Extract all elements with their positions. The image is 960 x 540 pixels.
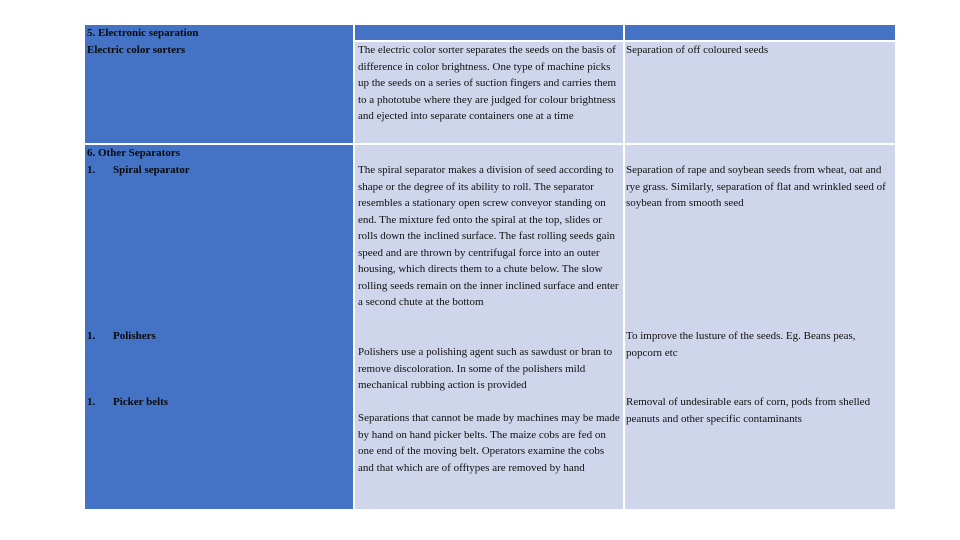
picker-use-cell xyxy=(625,394,895,427)
electronic-use-cell xyxy=(625,42,895,143)
section-heading-other: 6. Other Separators xyxy=(87,147,180,159)
method-spiral-separator xyxy=(87,162,351,179)
picker-description-cell xyxy=(355,410,623,476)
header-cell-use xyxy=(625,25,895,40)
method-picker-belts xyxy=(87,394,351,411)
electronic-method-cell xyxy=(85,25,353,143)
header-cell-description xyxy=(355,25,623,40)
spiral-use: Separation of rape and soybean seeds from wheat, oat and rye grass. Similarly, separation of flat and wrinkled seed of soybean from smooth seed xyxy=(626,164,886,209)
spiral-description: The spiral separator makes a division of seed according to shape or the degree of its ability to roll. The separator resembles a stationary open screw conveyor standing on end. The mixture fed onto the spiral at the top, slides or rolls down the inclined surface. The fast rolling seeds gain speed and are thrown by centrifugal force into an outer housing, which directs them to a chute below. The slow rolling seeds remain on the inner inclined surface and enter a second chute at the bottom xyxy=(358,164,619,308)
picker-use: Removal of undesirable ears of corn, pods from shelled peanuts and other specific contaminants xyxy=(626,396,871,425)
electronic-description: The electric color sorter separates the seeds on the basis of difference in color brightness. One type of machine picks up the seeds on a series of suction fingers and carries them to a phototube where they are judged for colour brightness and ejected into separate containers one at a time xyxy=(358,44,617,122)
polishers-description: Polishers use a polishing agent such as sawdust or bran to remove discoloration. In some of the polishers mild mechanical rubbing action is provided xyxy=(358,346,613,391)
separators-table xyxy=(85,25,895,509)
polishers-use: To improve the lusture of the seeds. Eg. Beans peas, popcorn etc xyxy=(626,330,856,359)
polishers-method-cell xyxy=(85,328,353,345)
item-number: 1. xyxy=(87,396,96,408)
method-name-electric-color-sorters: Electric color sorters xyxy=(87,43,186,56)
method-name-picker-belts: Picker belts xyxy=(113,396,169,408)
spiral-use-cell xyxy=(625,162,895,212)
picker-description: Separations that cannot be made by machines may be made by hand on hand picker belts. The maize cobs are fed on one end of the moving belt. Operators examine the cobs and that which are of offtypes are removed by hand xyxy=(358,412,620,474)
electronic-description-cell xyxy=(355,42,623,143)
polishers-use-cell xyxy=(625,328,895,361)
item-number: 1. xyxy=(87,330,96,342)
picker-method-cell xyxy=(85,394,353,411)
spiral-method-cell xyxy=(85,145,353,509)
method-polishers xyxy=(87,328,351,345)
item-number: 1. xyxy=(87,163,96,176)
method-name-spiral-separator: Spiral separator xyxy=(113,163,190,176)
spiral-description-cell xyxy=(355,162,623,311)
method-name-polishers: Polishers xyxy=(113,330,156,342)
polishers-description-cell xyxy=(355,344,623,394)
electronic-use: Separation of off coloured seeds xyxy=(626,44,769,56)
section-heading-electronic: 5. Electronic separation xyxy=(87,27,199,39)
